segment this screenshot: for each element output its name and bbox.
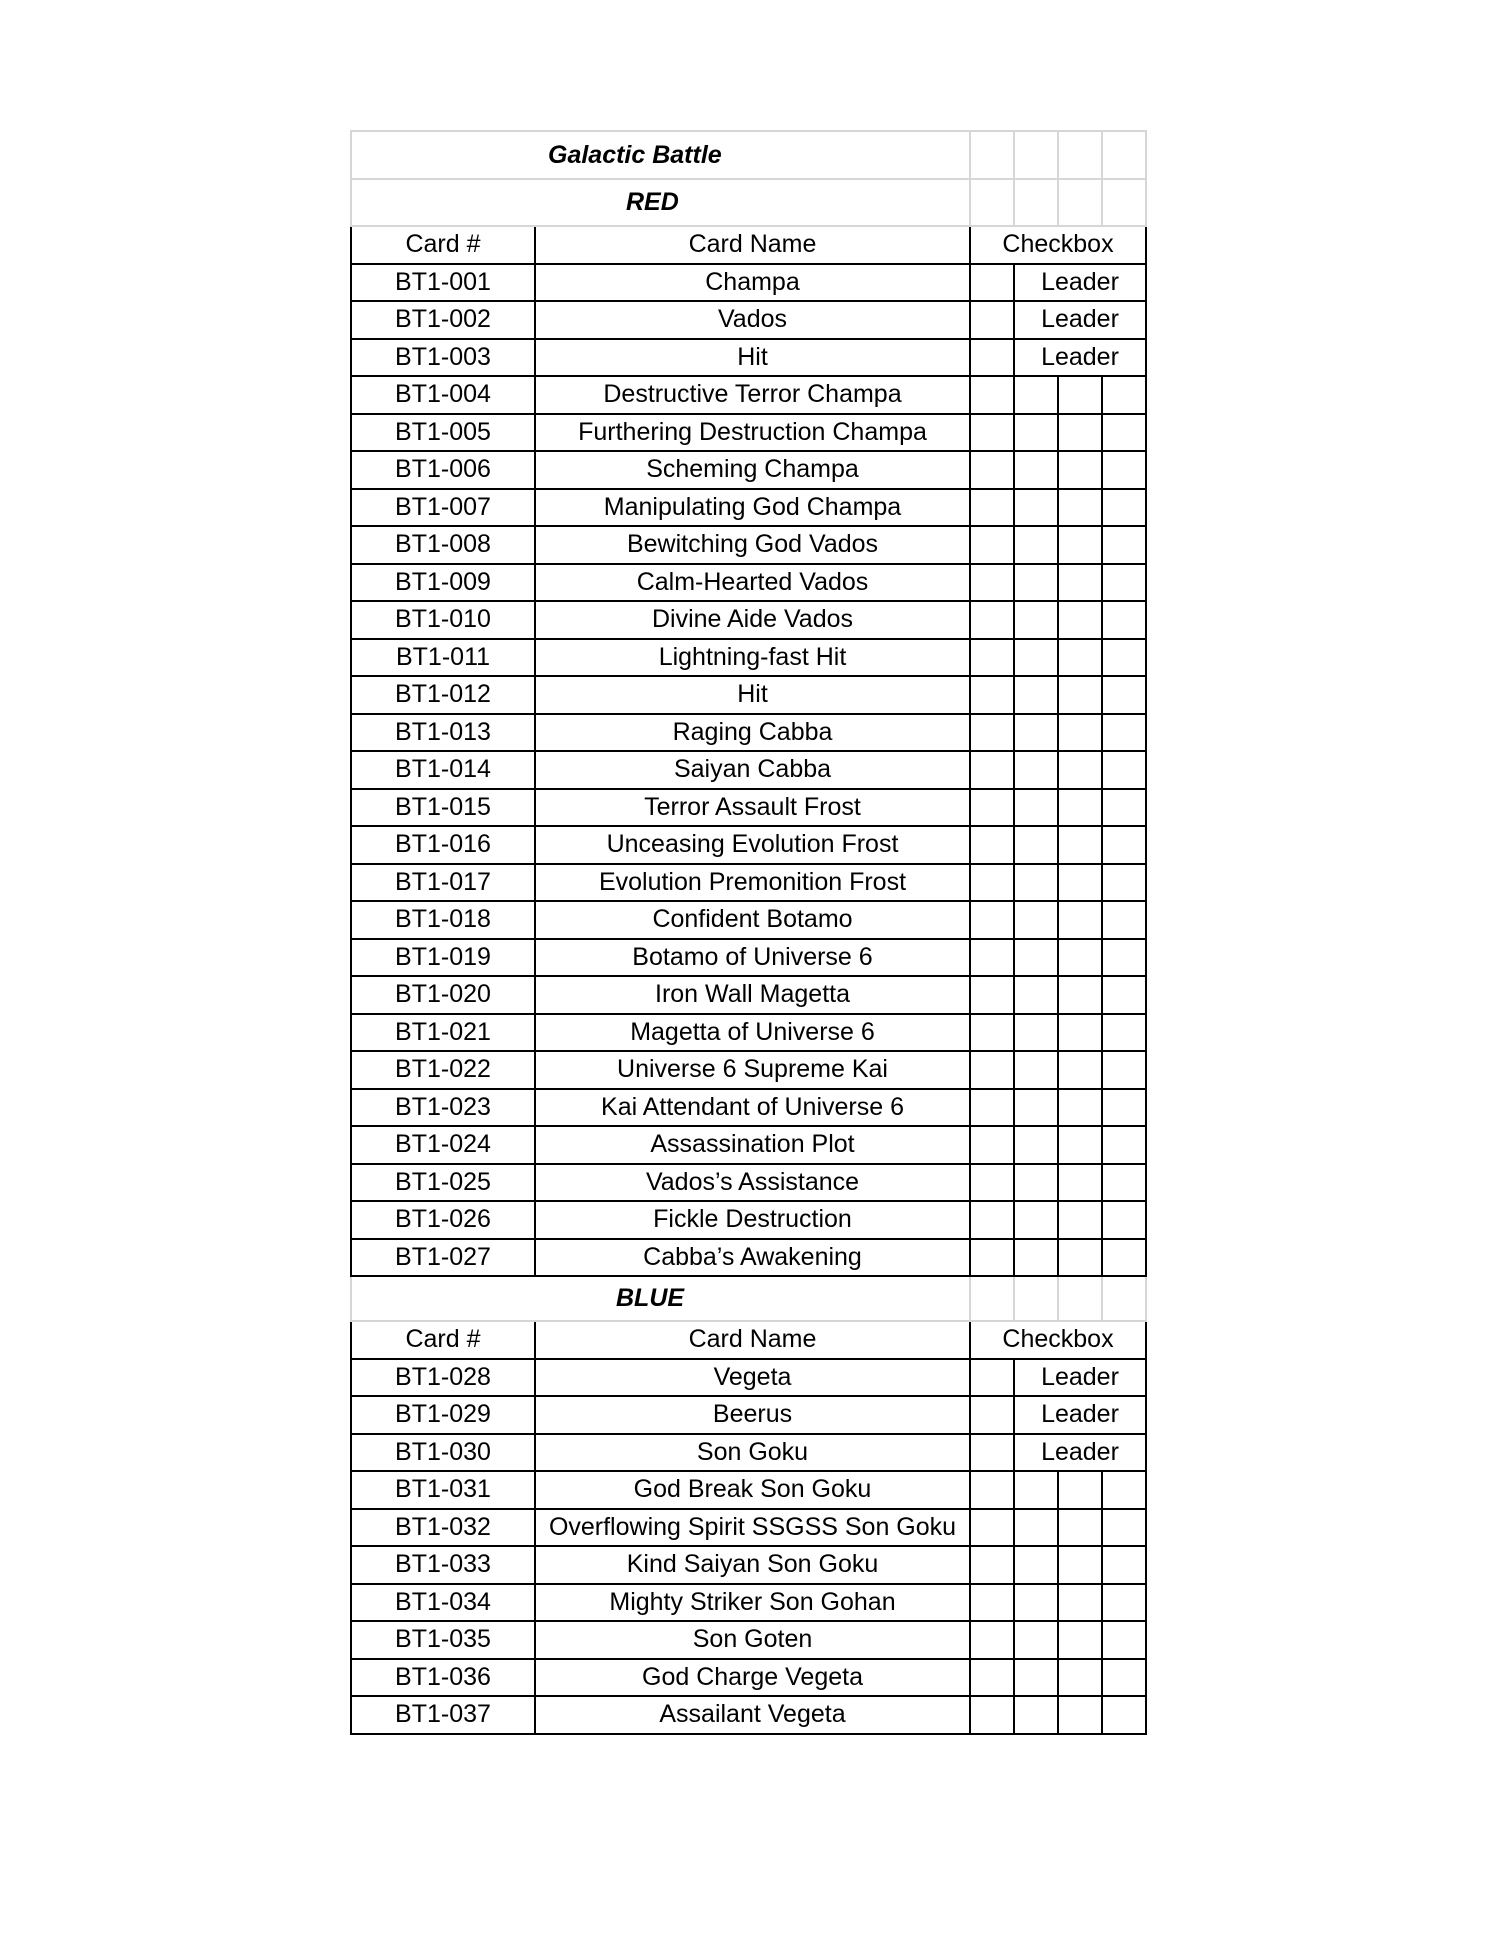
checkbox-cell[interactable] bbox=[1014, 564, 1058, 602]
table-row bbox=[351, 1164, 1146, 1202]
checkbox-cell[interactable] bbox=[970, 976, 1014, 1014]
card-name-cell: Universe 6 Supreme Kai bbox=[535, 1051, 970, 1089]
table-row bbox=[351, 901, 1146, 939]
card-number-cell: BT1-028 bbox=[351, 1359, 535, 1397]
leader-label: Leader bbox=[1014, 1396, 1146, 1434]
checkbox-cell[interactable] bbox=[970, 1509, 1014, 1547]
checkbox-cell[interactable] bbox=[1014, 1509, 1058, 1547]
table-row bbox=[351, 714, 1146, 752]
checkbox-cell[interactable] bbox=[970, 864, 1014, 902]
checkbox-cell[interactable] bbox=[970, 489, 1014, 527]
table-row bbox=[351, 414, 1146, 452]
card-name-cell: Furthering Destruction Champa bbox=[535, 414, 970, 452]
empty-cell bbox=[1058, 179, 1102, 226]
checkbox-cell[interactable] bbox=[970, 1164, 1014, 1202]
card-number-cell: BT1-016 bbox=[351, 826, 535, 864]
card-number-cell: BT1-010 bbox=[351, 601, 535, 639]
checkbox-cell[interactable] bbox=[1058, 1051, 1102, 1089]
card-number-header: Card # bbox=[351, 226, 535, 264]
checkbox-cell[interactable] bbox=[970, 264, 1014, 302]
card-name-cell: Assassination Plot bbox=[535, 1126, 970, 1164]
checkbox-cell[interactable] bbox=[1102, 976, 1146, 1014]
checkbox-cell[interactable] bbox=[1014, 1164, 1058, 1202]
checkbox-cell[interactable] bbox=[1014, 1696, 1058, 1734]
empty-cell bbox=[1102, 131, 1146, 179]
checkbox-cell[interactable] bbox=[1102, 601, 1146, 639]
checkbox-cell[interactable] bbox=[970, 1434, 1014, 1472]
card-number-cell: BT1-001 bbox=[351, 264, 535, 302]
checkbox-cell[interactable] bbox=[1014, 526, 1058, 564]
checkbox-cell[interactable] bbox=[1058, 789, 1102, 827]
leader-label: Leader bbox=[1014, 339, 1146, 377]
leader-label: Leader bbox=[1014, 1434, 1146, 1472]
empty-cell bbox=[1014, 1276, 1058, 1321]
checkbox-cell[interactable] bbox=[1014, 1584, 1058, 1622]
checkbox-cell[interactable] bbox=[1014, 1126, 1058, 1164]
card-number-cell: BT1-004 bbox=[351, 376, 535, 414]
card-number-cell: BT1-011 bbox=[351, 639, 535, 677]
card-name-cell: God Charge Vegeta bbox=[535, 1659, 970, 1697]
empty-cell bbox=[1058, 131, 1102, 179]
checkbox-cell[interactable] bbox=[1102, 1509, 1146, 1547]
empty-cell bbox=[1102, 179, 1146, 226]
checkbox-cell[interactable] bbox=[1102, 1239, 1146, 1277]
card-name-cell: Magetta of Universe 6 bbox=[535, 1014, 970, 1052]
table-row bbox=[351, 1471, 1146, 1509]
table-row bbox=[351, 639, 1146, 677]
checkbox-cell[interactable] bbox=[1102, 451, 1146, 489]
card-number-cell: BT1-031 bbox=[351, 1471, 535, 1509]
checkbox-cell[interactable] bbox=[1102, 1051, 1146, 1089]
card-name-cell: Raging Cabba bbox=[535, 714, 970, 752]
checkbox-cell[interactable] bbox=[1014, 1089, 1058, 1127]
checkbox-cell[interactable] bbox=[1102, 1546, 1146, 1584]
checkbox-cell[interactable] bbox=[1058, 1546, 1102, 1584]
checkbox-cell[interactable] bbox=[1058, 1126, 1102, 1164]
card-number-cell: BT1-037 bbox=[351, 1696, 535, 1734]
table-row bbox=[351, 1359, 1146, 1397]
leader-label: Leader bbox=[1014, 1359, 1146, 1397]
checkbox-cell[interactable] bbox=[970, 1659, 1014, 1697]
checkbox-cell[interactable] bbox=[1102, 376, 1146, 414]
card-number-cell: BT1-006 bbox=[351, 451, 535, 489]
card-number-cell: BT1-036 bbox=[351, 1659, 535, 1697]
table-row bbox=[351, 1584, 1146, 1622]
checkbox-header: Checkbox bbox=[970, 226, 1146, 264]
checkbox-cell[interactable] bbox=[1014, 1546, 1058, 1584]
card-name-cell: Beerus bbox=[535, 1396, 970, 1434]
card-name-cell: Saiyan Cabba bbox=[535, 751, 970, 789]
table-row bbox=[351, 1509, 1146, 1547]
card-name-cell: Cabba’s Awakening bbox=[535, 1239, 970, 1277]
card-number-cell: BT1-030 bbox=[351, 1434, 535, 1472]
checkbox-cell[interactable] bbox=[970, 1584, 1014, 1622]
table-row bbox=[351, 976, 1146, 1014]
card-number-cell: BT1-012 bbox=[351, 676, 535, 714]
card-name-cell: Destructive Terror Champa bbox=[535, 376, 970, 414]
red-section-heading-row bbox=[351, 179, 1146, 226]
checkbox-cell[interactable] bbox=[1058, 1164, 1102, 1202]
empty-cell bbox=[1014, 179, 1058, 226]
card-number-cell: BT1-014 bbox=[351, 751, 535, 789]
card-name-cell: Hit bbox=[535, 676, 970, 714]
card-name-cell: Son Goku bbox=[535, 1434, 970, 1472]
table-row bbox=[351, 676, 1146, 714]
table-row bbox=[351, 264, 1146, 302]
card-number-cell: BT1-003 bbox=[351, 339, 535, 377]
red-column-header-row bbox=[351, 226, 1146, 264]
checkbox-cell[interactable] bbox=[1058, 901, 1102, 939]
card-number-cell: BT1-002 bbox=[351, 301, 535, 339]
checkbox-cell[interactable] bbox=[970, 414, 1014, 452]
card-number-cell: BT1-013 bbox=[351, 714, 535, 752]
checkbox-cell[interactable] bbox=[1014, 489, 1058, 527]
checkbox-cell[interactable] bbox=[1058, 1201, 1102, 1239]
checkbox-cell[interactable] bbox=[1014, 901, 1058, 939]
checkbox-cell[interactable] bbox=[1014, 639, 1058, 677]
card-name-header: Card Name bbox=[535, 226, 970, 264]
card-name-cell: Lightning-fast Hit bbox=[535, 639, 970, 677]
checkbox-cell[interactable] bbox=[970, 1359, 1014, 1397]
checkbox-cell[interactable] bbox=[970, 789, 1014, 827]
checkbox-cell[interactable] bbox=[1058, 414, 1102, 452]
blue-section-heading-row bbox=[351, 1276, 1146, 1321]
card-name-cell: God Break Son Goku bbox=[535, 1471, 970, 1509]
checkbox-cell[interactable] bbox=[1058, 451, 1102, 489]
checkbox-cell[interactable] bbox=[970, 1621, 1014, 1659]
table-row bbox=[351, 301, 1146, 339]
checkbox-cell[interactable] bbox=[970, 901, 1014, 939]
checkbox-cell[interactable] bbox=[1058, 489, 1102, 527]
card-name-cell: Fickle Destruction bbox=[535, 1201, 970, 1239]
checkbox-cell[interactable] bbox=[1058, 1471, 1102, 1509]
checkbox-cell[interactable] bbox=[1014, 976, 1058, 1014]
card-number-cell: BT1-008 bbox=[351, 526, 535, 564]
card-number-cell: BT1-023 bbox=[351, 1089, 535, 1127]
checkbox-cell[interactable] bbox=[1102, 789, 1146, 827]
empty-cell bbox=[1058, 1276, 1102, 1321]
card-number-cell: BT1-022 bbox=[351, 1051, 535, 1089]
card-number-cell: BT1-015 bbox=[351, 789, 535, 827]
table-row bbox=[351, 1051, 1146, 1089]
checkbox-cell[interactable] bbox=[1102, 751, 1146, 789]
card-name-cell: Vados’s Assistance bbox=[535, 1164, 970, 1202]
checkbox-cell[interactable] bbox=[970, 451, 1014, 489]
card-name-cell: Scheming Champa bbox=[535, 451, 970, 489]
checkbox-cell[interactable] bbox=[1058, 1089, 1102, 1127]
checkbox-cell[interactable] bbox=[1014, 751, 1058, 789]
card-name-cell: Vados bbox=[535, 301, 970, 339]
checkbox-header: Checkbox bbox=[970, 1321, 1146, 1359]
card-name-header: Card Name bbox=[535, 1321, 970, 1359]
card-number-cell: BT1-005 bbox=[351, 414, 535, 452]
checkbox-cell[interactable] bbox=[970, 1089, 1014, 1127]
checkbox-cell[interactable] bbox=[970, 1126, 1014, 1164]
red-section-title: RED bbox=[626, 188, 679, 216]
table-row bbox=[351, 864, 1146, 902]
checkbox-cell[interactable] bbox=[1014, 864, 1058, 902]
table-row bbox=[351, 1396, 1146, 1434]
table-row bbox=[351, 526, 1146, 564]
checkbox-cell[interactable] bbox=[1102, 489, 1146, 527]
checkbox-cell[interactable] bbox=[1058, 976, 1102, 1014]
card-number-cell: BT1-033 bbox=[351, 1546, 535, 1584]
table-row bbox=[351, 1659, 1146, 1697]
table-row bbox=[351, 1434, 1146, 1472]
checkbox-cell[interactable] bbox=[970, 1201, 1014, 1239]
card-checklist-table bbox=[350, 130, 1147, 1735]
card-number-cell: BT1-020 bbox=[351, 976, 535, 1014]
checkbox-cell[interactable] bbox=[970, 1239, 1014, 1277]
card-number-cell: BT1-021 bbox=[351, 1014, 535, 1052]
card-number-cell: BT1-027 bbox=[351, 1239, 535, 1277]
checkbox-cell[interactable] bbox=[1102, 1089, 1146, 1127]
checkbox-cell[interactable] bbox=[970, 564, 1014, 602]
checkbox-cell[interactable] bbox=[1014, 1051, 1058, 1089]
card-number-cell: BT1-017 bbox=[351, 864, 535, 902]
checkbox-cell[interactable] bbox=[1102, 1621, 1146, 1659]
checkbox-cell[interactable] bbox=[1014, 826, 1058, 864]
checkbox-cell[interactable] bbox=[1058, 526, 1102, 564]
checkbox-cell[interactable] bbox=[1014, 676, 1058, 714]
checkbox-cell[interactable] bbox=[970, 714, 1014, 752]
checkbox-cell[interactable] bbox=[970, 1396, 1014, 1434]
card-number-header: Card # bbox=[351, 1321, 535, 1359]
checkbox-cell[interactable] bbox=[1058, 939, 1102, 977]
card-name-cell: Vegeta bbox=[535, 1359, 970, 1397]
card-number-cell: BT1-032 bbox=[351, 1509, 535, 1547]
checkbox-cell[interactable] bbox=[1102, 901, 1146, 939]
checkbox-cell[interactable] bbox=[1058, 676, 1102, 714]
checkbox-cell[interactable] bbox=[1102, 1584, 1146, 1622]
checkbox-cell[interactable] bbox=[1102, 939, 1146, 977]
checkbox-cell[interactable] bbox=[970, 1696, 1014, 1734]
checkbox-cell[interactable] bbox=[1014, 939, 1058, 977]
checkbox-cell[interactable] bbox=[1102, 864, 1146, 902]
checkbox-cell[interactable] bbox=[1014, 1659, 1058, 1697]
checkbox-cell[interactable] bbox=[1058, 376, 1102, 414]
checkbox-cell[interactable] bbox=[1102, 526, 1146, 564]
checkbox-cell[interactable] bbox=[1102, 1696, 1146, 1734]
checkbox-cell[interactable] bbox=[1058, 714, 1102, 752]
checkbox-cell[interactable] bbox=[1014, 1239, 1058, 1277]
title-cell bbox=[351, 131, 970, 179]
red-section-heading-cell bbox=[351, 179, 970, 226]
checkbox-cell[interactable] bbox=[1058, 1584, 1102, 1622]
checkbox-cell[interactable] bbox=[1102, 1471, 1146, 1509]
checkbox-cell[interactable] bbox=[1102, 414, 1146, 452]
card-name-cell: Terror Assault Frost bbox=[535, 789, 970, 827]
card-name-cell: Champa bbox=[535, 264, 970, 302]
table-row bbox=[351, 1014, 1146, 1052]
table-row bbox=[351, 751, 1146, 789]
checkbox-cell[interactable] bbox=[1102, 714, 1146, 752]
card-number-cell: BT1-026 bbox=[351, 1201, 535, 1239]
checkbox-cell[interactable] bbox=[970, 676, 1014, 714]
card-name-cell: Bewitching God Vados bbox=[535, 526, 970, 564]
card-number-cell: BT1-007 bbox=[351, 489, 535, 527]
title-row bbox=[351, 131, 1146, 179]
checkbox-cell[interactable] bbox=[970, 939, 1014, 977]
checkbox-cell[interactable] bbox=[1014, 714, 1058, 752]
blue-column-header-row bbox=[351, 1321, 1146, 1359]
table-row bbox=[351, 489, 1146, 527]
checkbox-cell[interactable] bbox=[1058, 1659, 1102, 1697]
table-row bbox=[351, 826, 1146, 864]
table-row bbox=[351, 376, 1146, 414]
card-number-cell: BT1-025 bbox=[351, 1164, 535, 1202]
checkbox-cell[interactable] bbox=[1058, 639, 1102, 677]
checkbox-cell[interactable] bbox=[1058, 1014, 1102, 1052]
checkbox-cell[interactable] bbox=[970, 1014, 1014, 1052]
checklist-body bbox=[351, 131, 1146, 1734]
checkbox-cell[interactable] bbox=[1102, 639, 1146, 677]
checkbox-cell[interactable] bbox=[1014, 451, 1058, 489]
checkbox-cell[interactable] bbox=[1058, 864, 1102, 902]
card-number-cell: BT1-029 bbox=[351, 1396, 535, 1434]
checkbox-cell[interactable] bbox=[1014, 376, 1058, 414]
card-name-cell: Assailant Vegeta bbox=[535, 1696, 970, 1734]
card-name-cell: Hit bbox=[535, 339, 970, 377]
checkbox-cell[interactable] bbox=[970, 1471, 1014, 1509]
card-name-cell: Botamo of Universe 6 bbox=[535, 939, 970, 977]
card-number-cell: BT1-034 bbox=[351, 1584, 535, 1622]
page-title: Galactic Battle bbox=[548, 140, 722, 169]
checkbox-cell[interactable] bbox=[970, 339, 1014, 377]
checkbox-cell[interactable] bbox=[1014, 1621, 1058, 1659]
card-name-cell: Manipulating God Champa bbox=[535, 489, 970, 527]
table-row bbox=[351, 1621, 1146, 1659]
card-name-cell: Confident Botamo bbox=[535, 901, 970, 939]
table-row bbox=[351, 1696, 1146, 1734]
table-row bbox=[351, 1546, 1146, 1584]
card-number-cell: BT1-024 bbox=[351, 1126, 535, 1164]
card-number-cell: BT1-035 bbox=[351, 1621, 535, 1659]
checkbox-cell[interactable] bbox=[970, 639, 1014, 677]
checkbox-cell[interactable] bbox=[1014, 1201, 1058, 1239]
table-row bbox=[351, 451, 1146, 489]
card-name-cell: Mighty Striker Son Gohan bbox=[535, 1584, 970, 1622]
empty-cell bbox=[1014, 131, 1058, 179]
checkbox-cell[interactable] bbox=[1102, 676, 1146, 714]
card-number-cell: BT1-019 bbox=[351, 939, 535, 977]
checkbox-cell[interactable] bbox=[970, 826, 1014, 864]
checkbox-cell[interactable] bbox=[970, 526, 1014, 564]
empty-cell bbox=[970, 1276, 1014, 1321]
checkbox-cell[interactable] bbox=[1058, 1621, 1102, 1659]
checkbox-cell[interactable] bbox=[1102, 1126, 1146, 1164]
card-name-cell: Divine Aide Vados bbox=[535, 601, 970, 639]
checkbox-cell[interactable] bbox=[970, 1546, 1014, 1584]
checkbox-cell[interactable] bbox=[1014, 414, 1058, 452]
checkbox-cell[interactable] bbox=[1102, 826, 1146, 864]
card-number-cell: BT1-009 bbox=[351, 564, 535, 602]
table-row bbox=[351, 939, 1146, 977]
checkbox-cell[interactable] bbox=[970, 376, 1014, 414]
card-name-cell: Unceasing Evolution Frost bbox=[535, 826, 970, 864]
table-row bbox=[351, 601, 1146, 639]
checkbox-cell[interactable] bbox=[1102, 1659, 1146, 1697]
empty-cell bbox=[1102, 1276, 1146, 1321]
card-name-cell: Evolution Premonition Frost bbox=[535, 864, 970, 902]
table-row bbox=[351, 564, 1146, 602]
blue-section-heading-cell bbox=[351, 1276, 970, 1321]
checkbox-cell[interactable] bbox=[1058, 1239, 1102, 1277]
checkbox-cell[interactable] bbox=[970, 301, 1014, 339]
leader-label: Leader bbox=[1014, 301, 1146, 339]
checkbox-cell[interactable] bbox=[970, 751, 1014, 789]
checkbox-cell[interactable] bbox=[970, 1051, 1014, 1089]
checkbox-cell[interactable] bbox=[1058, 1509, 1102, 1547]
card-name-cell: Kai Attendant of Universe 6 bbox=[535, 1089, 970, 1127]
empty-cell bbox=[970, 131, 1014, 179]
card-name-cell: Overflowing Spirit SSGSS Son Goku bbox=[535, 1509, 970, 1547]
blue-section-title: BLUE bbox=[616, 1284, 685, 1312]
checkbox-cell[interactable] bbox=[1014, 1471, 1058, 1509]
card-name-cell: Son Goten bbox=[535, 1621, 970, 1659]
checkbox-cell[interactable] bbox=[1058, 826, 1102, 864]
table-row bbox=[351, 1126, 1146, 1164]
empty-cell bbox=[970, 179, 1014, 226]
checkbox-cell[interactable] bbox=[1058, 564, 1102, 602]
table-row bbox=[351, 339, 1146, 377]
card-number-cell: BT1-018 bbox=[351, 901, 535, 939]
checkbox-cell[interactable] bbox=[1102, 564, 1146, 602]
table-row bbox=[351, 789, 1146, 827]
checkbox-cell[interactable] bbox=[1014, 789, 1058, 827]
checkbox-cell[interactable] bbox=[1102, 1164, 1146, 1202]
checkbox-cell[interactable] bbox=[1058, 601, 1102, 639]
table-row bbox=[351, 1089, 1146, 1127]
table-row bbox=[351, 1201, 1146, 1239]
card-name-cell: Iron Wall Magetta bbox=[535, 976, 970, 1014]
leader-label: Leader bbox=[1014, 264, 1146, 302]
table-row bbox=[351, 1239, 1146, 1277]
checkbox-cell[interactable] bbox=[1014, 1014, 1058, 1052]
checkbox-cell[interactable] bbox=[1014, 601, 1058, 639]
checkbox-cell[interactable] bbox=[1102, 1201, 1146, 1239]
checkbox-cell[interactable] bbox=[1058, 751, 1102, 789]
card-name-cell: Calm-Hearted Vados bbox=[535, 564, 970, 602]
checkbox-cell[interactable] bbox=[1058, 1696, 1102, 1734]
card-name-cell: Kind Saiyan Son Goku bbox=[535, 1546, 970, 1584]
checkbox-cell[interactable] bbox=[1102, 1014, 1146, 1052]
checkbox-cell[interactable] bbox=[970, 601, 1014, 639]
